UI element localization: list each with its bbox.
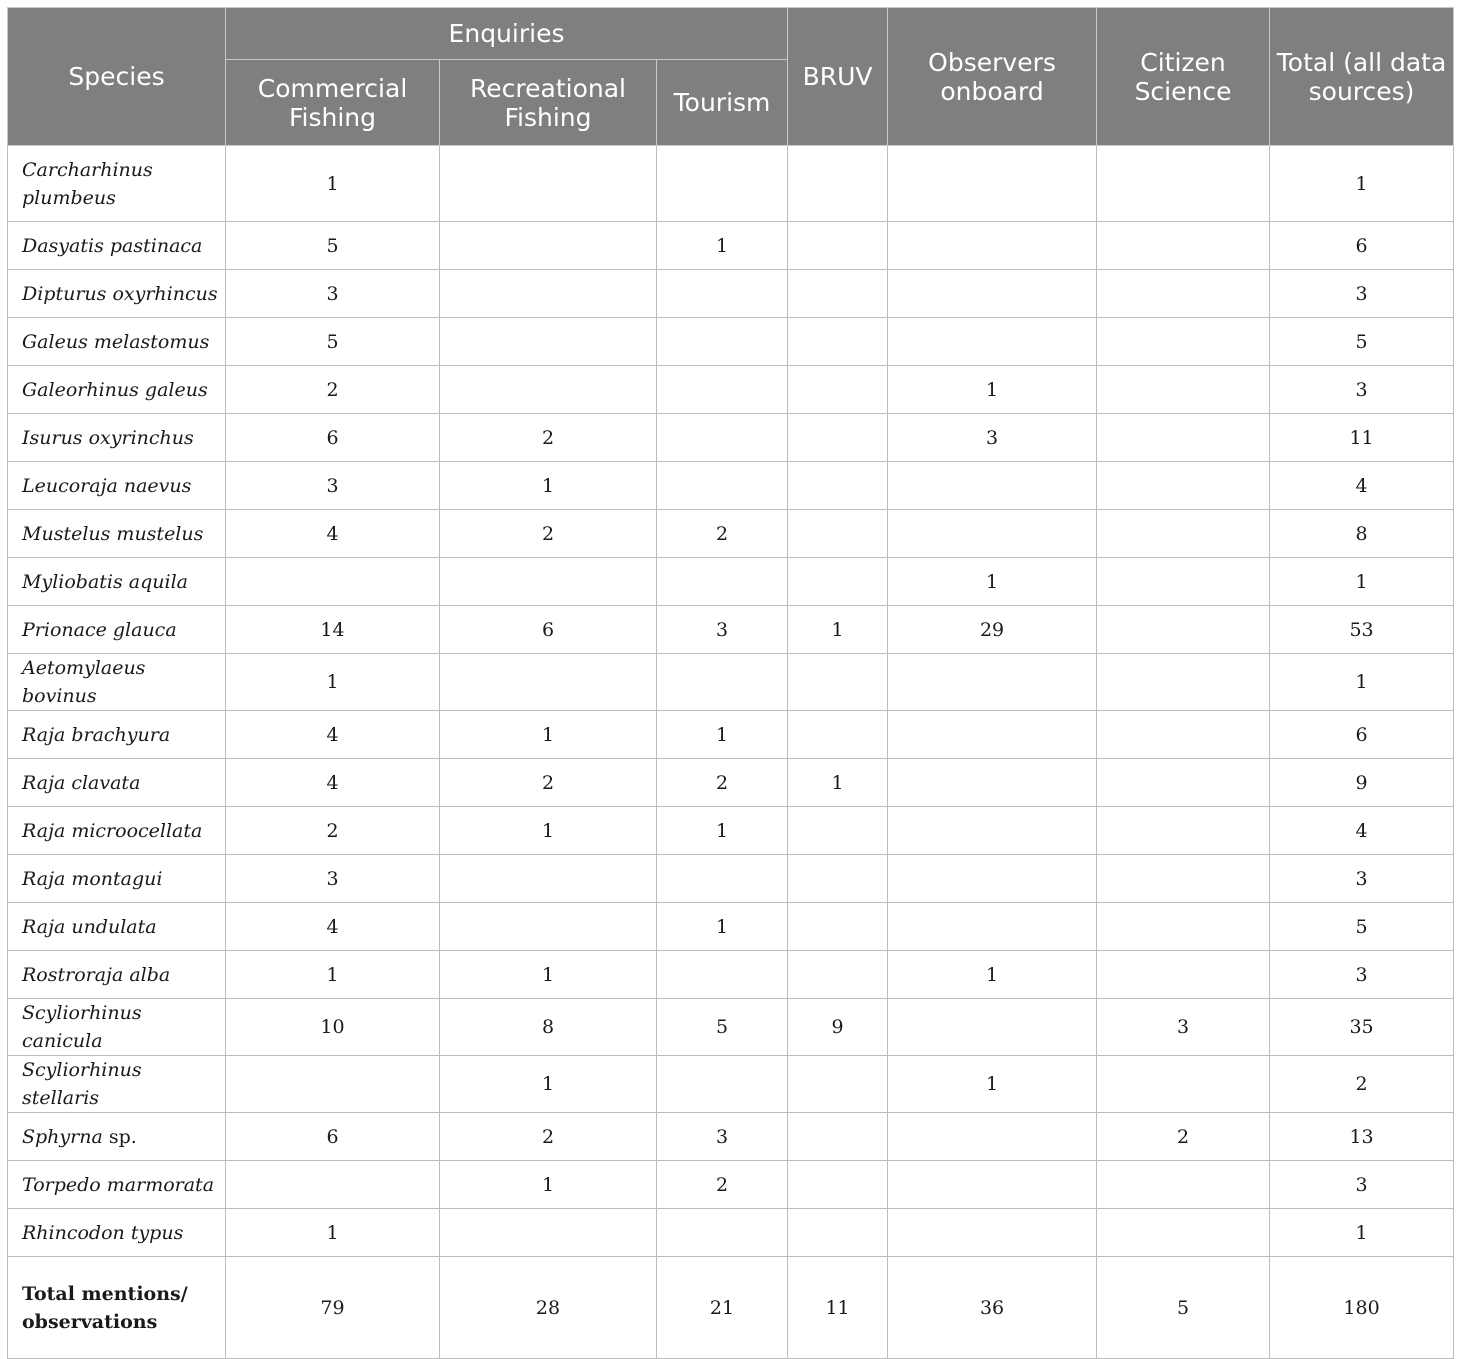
cell-commercial: 14: [226, 606, 440, 654]
cell-commercial: 3: [226, 270, 440, 318]
cell-bruv: [788, 270, 888, 318]
cell-tourism: [657, 366, 788, 414]
cell-tourism: 1: [657, 711, 788, 759]
table-row: [8, 318, 1454, 366]
cell-species: [8, 855, 226, 903]
cell-recreational: [440, 1209, 657, 1257]
cell-observers: [888, 222, 1097, 270]
cell-commercial: 3: [226, 855, 440, 903]
table-row: [8, 222, 1454, 270]
cell-tourism: [657, 270, 788, 318]
cell-species: [8, 951, 226, 999]
cell-species: [8, 462, 226, 510]
cell-bruv: [788, 855, 888, 903]
cell-tourism: 2: [657, 759, 788, 807]
species-name: Aetomylaeus bovinus: [22, 657, 146, 707]
cell-citizen: [1097, 759, 1270, 807]
cell-total: 3: [1270, 270, 1454, 318]
cell-citizen: [1097, 510, 1270, 558]
cell-bruv: [788, 1056, 888, 1113]
cell-species: [8, 711, 226, 759]
totals-total: 180: [1270, 1257, 1454, 1359]
header-observers-onboard: Observers onboard: [888, 8, 1097, 146]
cell-tourism: 1: [657, 807, 788, 855]
cell-tourism: 1: [657, 903, 788, 951]
table-row: [8, 711, 1454, 759]
species-name: Prionace glauca: [22, 618, 177, 641]
table-row: [8, 270, 1454, 318]
table-row: [8, 510, 1454, 558]
cell-observers: [888, 462, 1097, 510]
cell-total: 3: [1270, 951, 1454, 999]
cell-recreational: 1: [440, 951, 657, 999]
table-row: [8, 654, 1454, 711]
totals-commercial: 79: [226, 1257, 440, 1359]
cell-tourism: [657, 855, 788, 903]
header-total: Total (all data sources): [1270, 8, 1454, 146]
cell-commercial: 2: [226, 366, 440, 414]
cell-recreational: 1: [440, 711, 657, 759]
cell-commercial: 5: [226, 318, 440, 366]
header-tourism: Tourism: [657, 60, 788, 146]
species-name: Raja montagui: [22, 867, 163, 890]
cell-commercial: [226, 1161, 440, 1209]
cell-commercial: 1: [226, 654, 440, 711]
cell-commercial: 2: [226, 807, 440, 855]
cell-observers: [888, 510, 1097, 558]
cell-bruv: [788, 222, 888, 270]
cell-observers: 1: [888, 558, 1097, 606]
totals-tourism: 21: [657, 1257, 788, 1359]
cell-species: [8, 1113, 226, 1161]
cell-observers: [888, 999, 1097, 1056]
table-row: [8, 1209, 1454, 1257]
cell-tourism: [657, 146, 788, 222]
header-enquiries: Enquiries: [226, 8, 788, 60]
cell-citizen: [1097, 903, 1270, 951]
cell-tourism: 3: [657, 606, 788, 654]
species-name: Dasyatis pastinaca: [22, 234, 203, 257]
species-name: Mustelus mustelus: [22, 522, 204, 545]
totals-bruv: 11: [788, 1257, 888, 1359]
cell-total: 13: [1270, 1113, 1454, 1161]
cell-recreational: [440, 855, 657, 903]
table-row: [8, 1161, 1454, 1209]
cell-recreational: 8: [440, 999, 657, 1056]
cell-total: 1: [1270, 1209, 1454, 1257]
species-name: Scyliorhinus canicula: [22, 1002, 142, 1052]
cell-total: 4: [1270, 462, 1454, 510]
table-row: [8, 999, 1454, 1056]
cell-bruv: [788, 807, 888, 855]
species-name: Rhincodon typus: [22, 1221, 184, 1244]
cell-citizen: [1097, 1056, 1270, 1113]
cell-species: [8, 759, 226, 807]
cell-total: 11: [1270, 414, 1454, 462]
cell-bruv: [788, 1161, 888, 1209]
species-name: Galeorhinus galeus: [22, 378, 208, 401]
cell-bruv: [788, 711, 888, 759]
cell-observers: [888, 903, 1097, 951]
cell-recreational: [440, 318, 657, 366]
species-name: Torpedo marmorata: [22, 1173, 215, 1196]
cell-observers: 1: [888, 366, 1097, 414]
cell-recreational: 6: [440, 606, 657, 654]
cell-citizen: [1097, 606, 1270, 654]
cell-tourism: 2: [657, 1161, 788, 1209]
cell-recreational: 1: [440, 1056, 657, 1113]
cell-observers: [888, 807, 1097, 855]
cell-citizen: [1097, 558, 1270, 606]
cell-citizen: [1097, 366, 1270, 414]
cell-recreational: [440, 654, 657, 711]
table-row: [8, 951, 1454, 999]
cell-tourism: 5: [657, 999, 788, 1056]
cell-recreational: [440, 903, 657, 951]
cell-tourism: [657, 1056, 788, 1113]
species-name: Rostroraja alba: [22, 963, 171, 986]
cell-commercial: 1: [226, 1209, 440, 1257]
cell-species: [8, 366, 226, 414]
table-row: [8, 807, 1454, 855]
cell-bruv: [788, 654, 888, 711]
cell-recreational: [440, 558, 657, 606]
species-name: Raja clavata: [22, 771, 141, 794]
cell-commercial: 3: [226, 462, 440, 510]
cell-tourism: [657, 654, 788, 711]
cell-species: [8, 999, 226, 1056]
cell-bruv: [788, 462, 888, 510]
table-body: [8, 146, 1454, 1257]
species-name: Myliobatis aquila: [22, 570, 188, 593]
cell-species: [8, 146, 226, 222]
cell-commercial: 4: [226, 903, 440, 951]
cell-commercial: 6: [226, 1113, 440, 1161]
table-row: [8, 146, 1454, 222]
cell-species: [8, 414, 226, 462]
cell-tourism: 2: [657, 510, 788, 558]
header-bruv: BRUV: [788, 8, 888, 146]
cell-bruv: [788, 558, 888, 606]
table-row: [8, 759, 1454, 807]
cell-bruv: [788, 414, 888, 462]
cell-species: [8, 270, 226, 318]
cell-citizen: [1097, 146, 1270, 222]
table-header: [8, 8, 1454, 146]
cell-observers: [888, 654, 1097, 711]
cell-commercial: 4: [226, 711, 440, 759]
cell-citizen: [1097, 318, 1270, 366]
cell-citizen: [1097, 1209, 1270, 1257]
cell-recreational: 1: [440, 807, 657, 855]
cell-observers: [888, 711, 1097, 759]
cell-commercial: 1: [226, 146, 440, 222]
cell-species: [8, 222, 226, 270]
species-name: Leucoraja naevus: [22, 474, 192, 497]
cell-total: 1: [1270, 146, 1454, 222]
cell-total: 5: [1270, 318, 1454, 366]
cell-commercial: 4: [226, 510, 440, 558]
cell-observers: [888, 1113, 1097, 1161]
table-container: [7, 7, 1453, 1359]
cell-bruv: [788, 510, 888, 558]
cell-commercial: [226, 558, 440, 606]
cell-observers: [888, 1209, 1097, 1257]
cell-species: [8, 807, 226, 855]
cell-total: 8: [1270, 510, 1454, 558]
header-species: Species: [8, 8, 226, 146]
cell-tourism: 1: [657, 222, 788, 270]
cell-citizen: [1097, 807, 1270, 855]
cell-total: 35: [1270, 999, 1454, 1056]
header-citizen-science: Citizen Science: [1097, 8, 1270, 146]
species-name: Scyliorhinus stellaris: [22, 1059, 142, 1109]
cell-tourism: [657, 951, 788, 999]
cell-commercial: 5: [226, 222, 440, 270]
cell-observers: [888, 1161, 1097, 1209]
cell-bruv: [788, 366, 888, 414]
cell-total: 6: [1270, 222, 1454, 270]
cell-citizen: 3: [1097, 999, 1270, 1056]
cell-observers: 3: [888, 414, 1097, 462]
cell-observers: [888, 270, 1097, 318]
cell-total: 4: [1270, 807, 1454, 855]
cell-citizen: 2: [1097, 1113, 1270, 1161]
cell-citizen: [1097, 462, 1270, 510]
table-row: [8, 414, 1454, 462]
cell-total: 3: [1270, 1161, 1454, 1209]
cell-tourism: [657, 462, 788, 510]
cell-tourism: [657, 1209, 788, 1257]
cell-recreational: [440, 270, 657, 318]
cell-recreational: 2: [440, 414, 657, 462]
totals-row: [8, 1257, 1454, 1359]
cell-tourism: 3: [657, 1113, 788, 1161]
cell-total: 6: [1270, 711, 1454, 759]
cell-commercial: [226, 1056, 440, 1113]
cell-species: [8, 903, 226, 951]
species-name: Raja brachyura: [22, 723, 171, 746]
table-row: [8, 1056, 1454, 1113]
cell-commercial: 10: [226, 999, 440, 1056]
totals-citizen: 5: [1097, 1257, 1270, 1359]
cell-commercial: 1: [226, 951, 440, 999]
cell-total: 2: [1270, 1056, 1454, 1113]
cell-observers: [888, 759, 1097, 807]
cell-total: 1: [1270, 558, 1454, 606]
cell-observers: [888, 146, 1097, 222]
cell-citizen: [1097, 855, 1270, 903]
cell-tourism: [657, 414, 788, 462]
cell-total: 3: [1270, 366, 1454, 414]
totals-label: Total mentions/ observations: [8, 1257, 226, 1359]
cell-recreational: [440, 366, 657, 414]
cell-recreational: 2: [440, 1113, 657, 1161]
cell-citizen: [1097, 414, 1270, 462]
cell-citizen: [1097, 1161, 1270, 1209]
totals-recreational: 28: [440, 1257, 657, 1359]
table-row: [8, 462, 1454, 510]
species-name: Raja microocellata: [22, 819, 203, 842]
cell-bruv: [788, 146, 888, 222]
species-table: [7, 7, 1454, 1359]
cell-bruv: [788, 951, 888, 999]
cell-species: [8, 1056, 226, 1113]
header-commercial-fishing: Commercial Fishing: [226, 60, 440, 146]
cell-recreational: 2: [440, 510, 657, 558]
cell-citizen: [1097, 270, 1270, 318]
cell-bruv: 9: [788, 999, 888, 1056]
species-name: Sphyrna: [22, 1125, 103, 1148]
cell-bruv: [788, 1113, 888, 1161]
table-row: [8, 1113, 1454, 1161]
cell-total: 1: [1270, 654, 1454, 711]
cell-citizen: [1097, 711, 1270, 759]
table-row: [8, 366, 1454, 414]
table-row: [8, 855, 1454, 903]
cell-commercial: 6: [226, 414, 440, 462]
species-name: Isurus oxyrinchus: [22, 426, 194, 449]
cell-bruv: [788, 318, 888, 366]
cell-total: 9: [1270, 759, 1454, 807]
cell-total: 5: [1270, 903, 1454, 951]
cell-bruv: [788, 1209, 888, 1257]
cell-observers: [888, 318, 1097, 366]
cell-tourism: [657, 318, 788, 366]
cell-species: [8, 1209, 226, 1257]
cell-total: 53: [1270, 606, 1454, 654]
cell-species: [8, 606, 226, 654]
cell-bruv: 1: [788, 759, 888, 807]
table-row: [8, 558, 1454, 606]
cell-species: [8, 318, 226, 366]
cell-citizen: [1097, 951, 1270, 999]
cell-commercial: 4: [226, 759, 440, 807]
cell-observers: 29: [888, 606, 1097, 654]
cell-recreational: [440, 222, 657, 270]
cell-species: [8, 654, 226, 711]
species-name: Carcharhinus plumbeus: [22, 158, 153, 209]
cell-tourism: [657, 558, 788, 606]
totals-observers: 36: [888, 1257, 1097, 1359]
species-name: Galeus melastomus: [22, 330, 210, 353]
cell-species: [8, 558, 226, 606]
table-footer: [8, 1257, 1454, 1359]
cell-bruv: 1: [788, 606, 888, 654]
cell-total: 3: [1270, 855, 1454, 903]
cell-citizen: [1097, 654, 1270, 711]
cell-species: [8, 510, 226, 558]
table-row: [8, 606, 1454, 654]
cell-recreational: 1: [440, 462, 657, 510]
species-name: Dipturus oxyrhincus: [22, 282, 218, 305]
cell-observers: 1: [888, 951, 1097, 999]
cell-bruv: [788, 903, 888, 951]
cell-recreational: [440, 146, 657, 222]
cell-recreational: 2: [440, 759, 657, 807]
cell-observers: 1: [888, 1056, 1097, 1113]
header-recreational-fishing: Recreational Fishing: [440, 60, 657, 146]
species-name: Raja undulata: [22, 915, 157, 938]
cell-observers: [888, 855, 1097, 903]
cell-citizen: [1097, 222, 1270, 270]
species-suffix: sp.: [102, 1125, 137, 1148]
cell-recreational: 1: [440, 1161, 657, 1209]
cell-species: [8, 1161, 226, 1209]
table-row: [8, 903, 1454, 951]
